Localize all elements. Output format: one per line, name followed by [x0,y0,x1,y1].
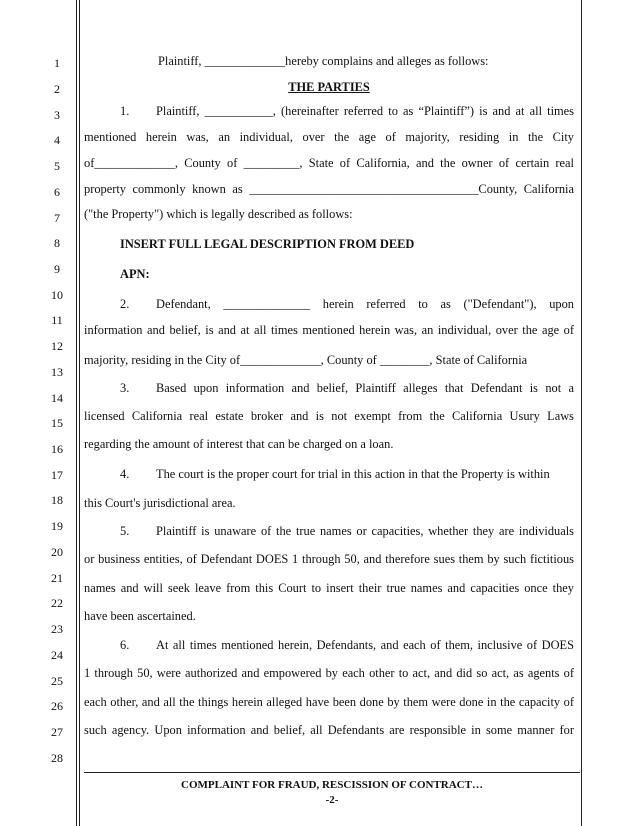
paragraph-4-line-1: 4. The court is the proper court for trial in this action in that the Property is within [120,467,550,481]
line-number: 25 [51,674,63,688]
apn-label: APN: [120,267,150,281]
line-number: 26 [51,699,63,713]
paragraph-6-line-4: such agency. Upon information and belief, all Defendants are responsible in some manner for [84,723,574,737]
line-number: 22 [51,596,63,610]
line-number: 13 [51,365,63,379]
right-margin-rule [581,0,582,826]
page-number: -2- [325,794,339,806]
paragraph-6-line-2: 1 through 50, were authorized and empowered by each other to act, and did so act, as agents of [84,666,574,680]
line-number: 8 [54,236,60,250]
paragraph-1-line-4: property commonly known as _____________________________________County, California [84,182,574,196]
paragraph-number: 5. [120,524,130,538]
line-number: 19 [51,519,63,533]
paragraph-6-line-3: each other, and all the things herein alleged have been done by them were done in the capacity of [84,695,574,709]
footer-title: COMPLAINT FOR FRAUD, RESCISSION OF CONTRACT… [181,779,483,791]
line-number: 14 [51,391,63,405]
paragraph-5-line-1: 5. Plaintiff is unaware of the true names or capacities, whether they are individuals [120,524,574,538]
paragraph-2-line-3: majority, residing in the City of_____________, County of ________, State of California [84,353,528,367]
line-number: 9 [54,262,60,276]
paragraph-number: 1. [120,104,130,118]
left-margin-rule-inner [79,0,80,826]
paragraph-5-line-4: have been ascertained. [84,609,196,623]
line-number: 16 [51,442,63,456]
line-number: 1 [54,56,60,70]
paragraph-4-line-2: this Court's jurisdictional area. [84,496,236,510]
paragraph-1-line-5: ("the Property") which is legally described as follows: [84,207,353,221]
line-number: 17 [51,468,63,482]
section-heading: THE PARTIES [288,80,370,94]
paragraph-2-line-1: 2. Defendant, ______________ herein referred to as ("Defendant"), upon [120,297,574,311]
left-margin-rule [76,0,77,826]
paragraph-3-line-3: regarding the amount of interest that can be charged on a loan. [84,437,394,451]
line-number: 3 [54,108,60,122]
line-number: 10 [51,288,63,302]
line-number: 6 [54,185,60,199]
line-number: 24 [51,648,63,662]
paragraph-1-line-2: mentioned herein was, an individual, over the age of majority, residing in the City [84,130,574,144]
line-number: 23 [51,622,63,636]
paragraph-5-line-2: or business entities, of Defendant DOES 1 through 50, and therefore sues them by such fictitious [84,552,574,566]
line-number: 11 [51,313,63,327]
line-number: 20 [51,545,63,559]
line-number: 15 [51,416,63,430]
line-number: 12 [51,339,63,353]
line-number: 4 [54,133,60,147]
paragraph-1-line-1: 1. Plaintiff, ___________, (hereinafter referred to as “Plaintiff”) is and at all times [120,104,574,118]
line-number: 2 [54,82,60,96]
footer-rule [84,772,580,773]
legal-description: INSERT FULL LEGAL DESCRIPTION FROM DEED [120,237,415,251]
paragraph-1-line-3: of_____________, County of _________, State of California, and the owner of certain real [84,156,574,170]
intro-line: Plaintiff, _____________hereby complains and alleges as follows: [158,54,489,68]
paragraph-6-line-1: 6. At all times mentioned herein, Defendants, and each of them, inclusive of DOES [120,638,574,652]
paragraph-number: 3. [120,381,130,395]
paragraph-3-line-1: 3. Based upon information and belief, Plaintiff alleges that Defendant is not a [120,381,574,395]
paragraph-number: 2. [120,297,130,311]
line-number: 21 [51,571,63,585]
line-number: 18 [51,493,63,507]
paragraph-number: 6. [120,638,130,652]
paragraph-5-line-3: names and will seek leave from this Court to insert their true names and capacities once they [84,581,574,595]
line-number: 7 [54,211,60,225]
line-number: 28 [51,751,63,765]
paragraph-number: 4. [120,467,130,481]
paragraph-3-line-2: licensed California real estate broker and is not exempt from the California Usury Laws [84,409,574,423]
line-number: 27 [51,725,63,739]
line-number: 5 [54,159,60,173]
paragraph-2-line-2: information and belief, is and at all times mentioned herein was, an individual, over the age of [84,323,574,337]
